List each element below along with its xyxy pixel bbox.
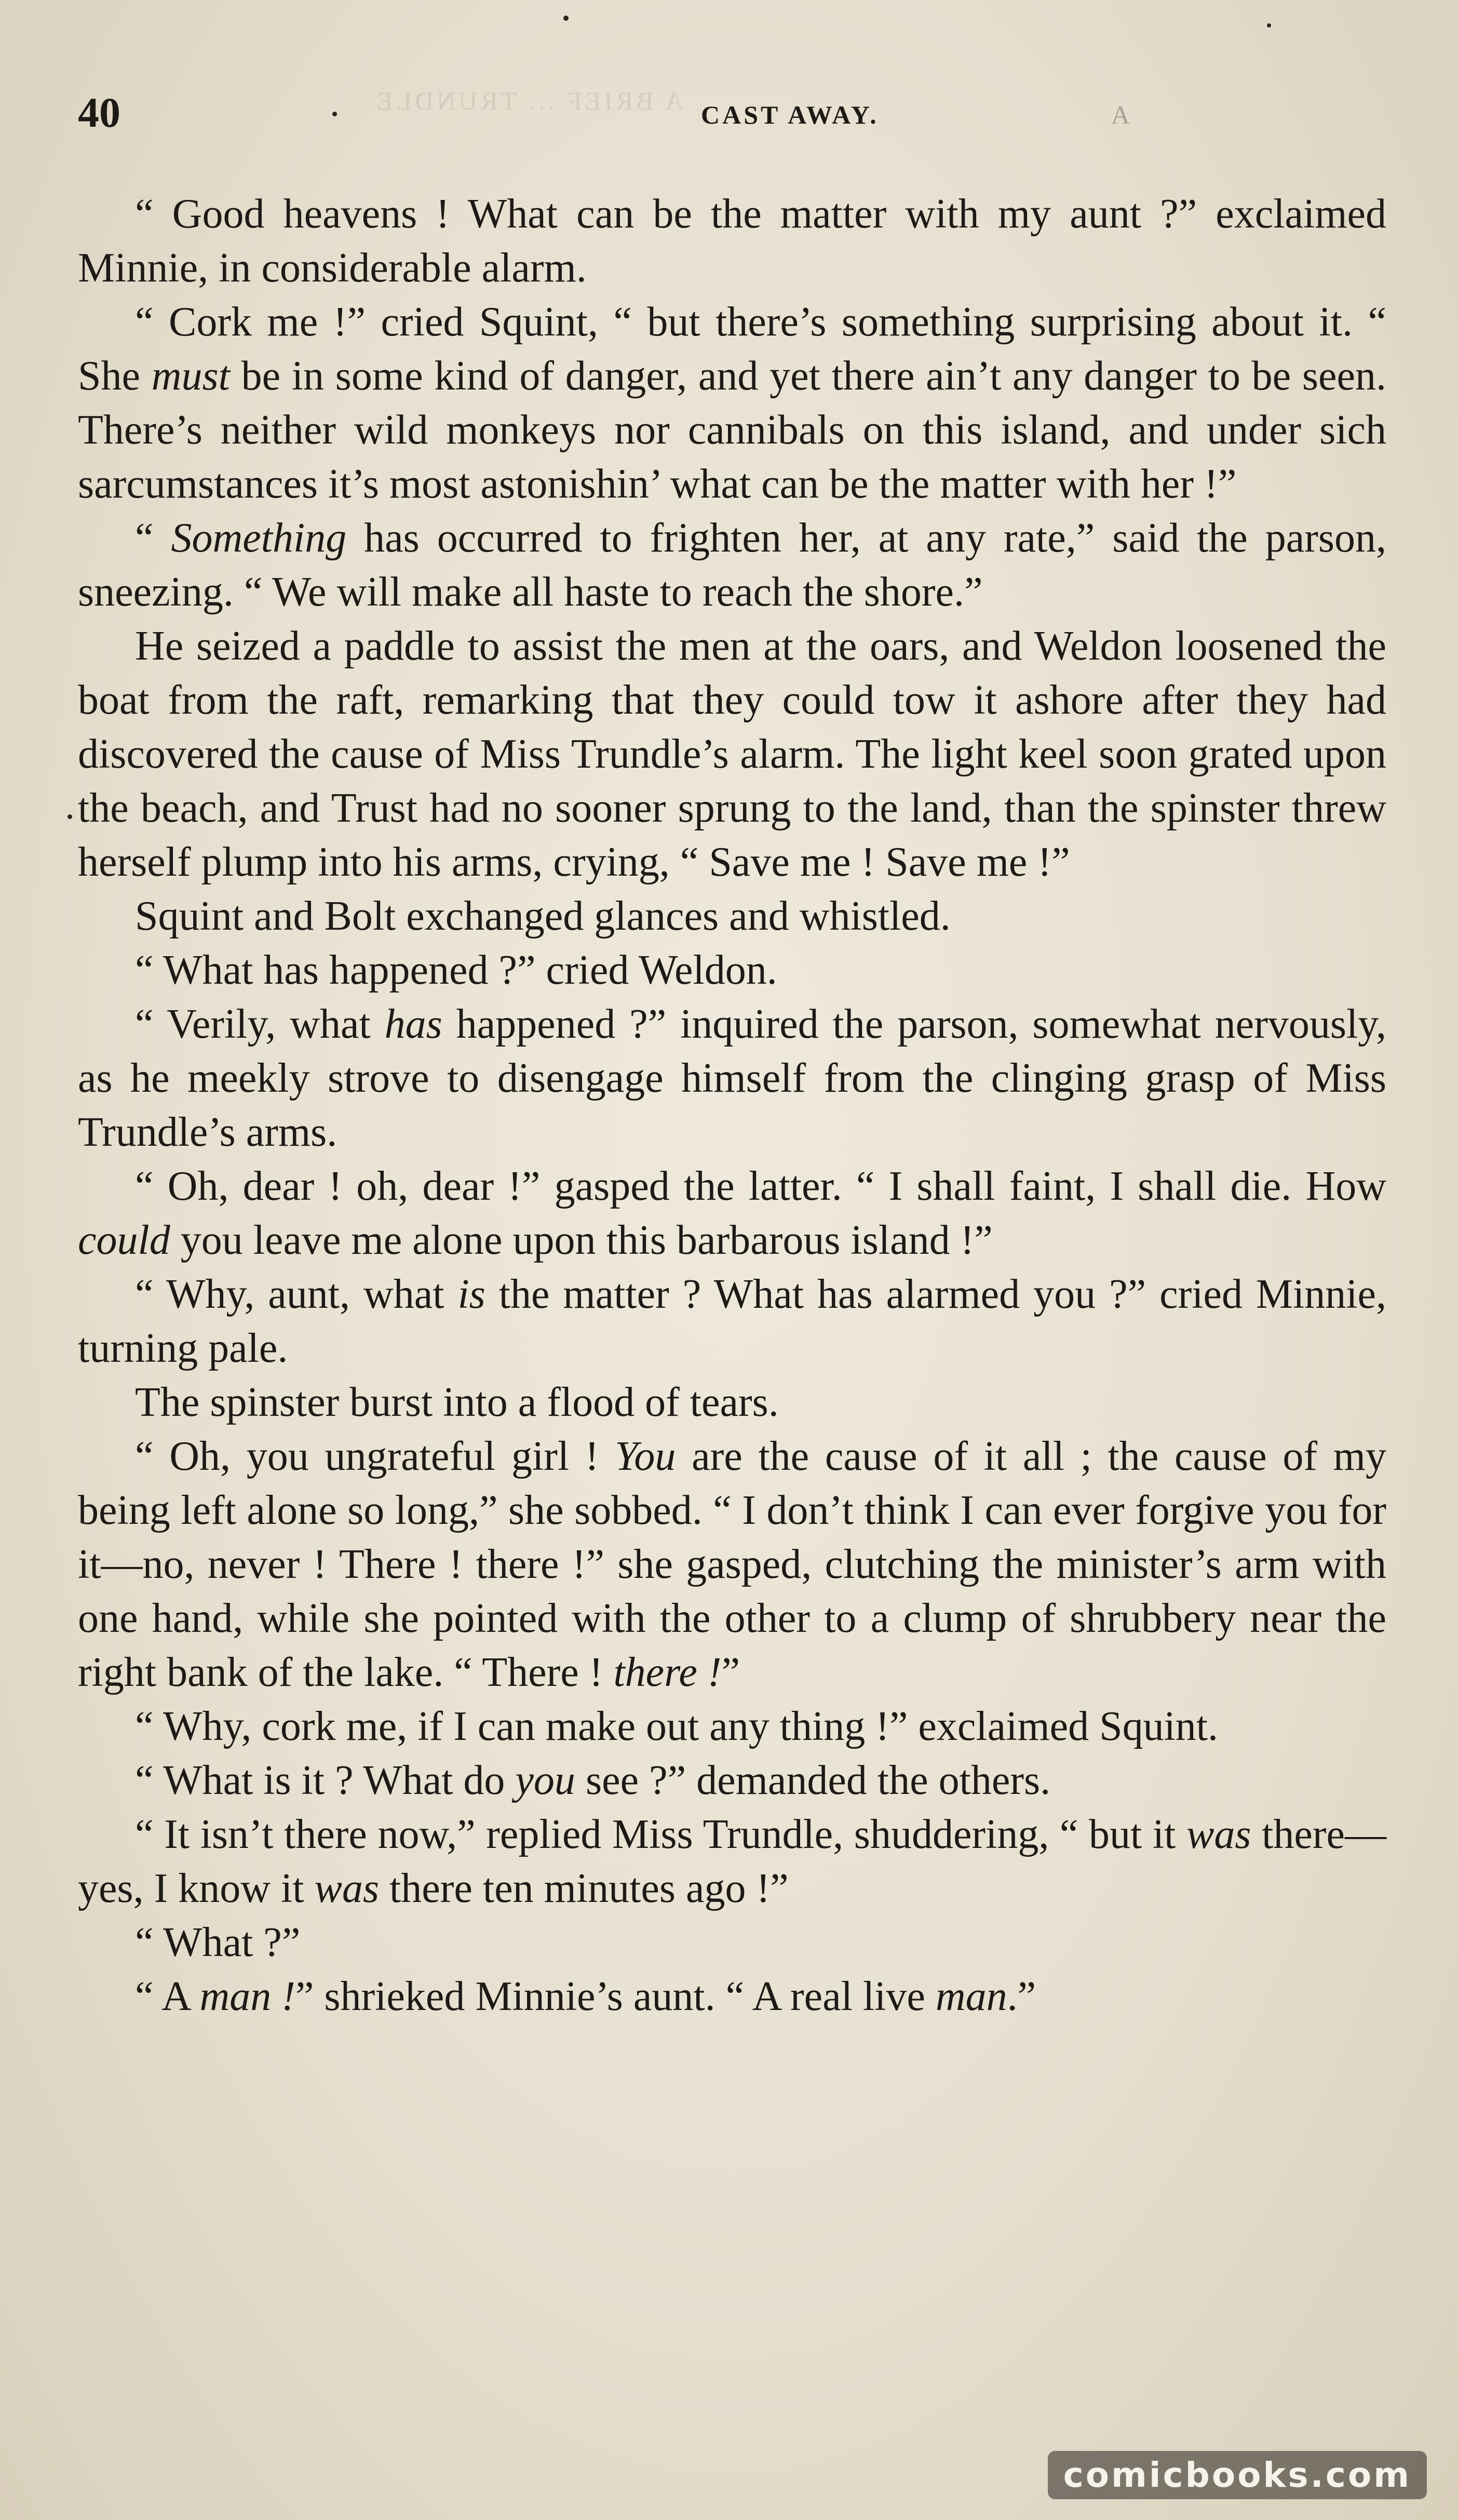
paragraph: He seized a paddle to assist the men at the oars, and Weldon loosened the boat from the raft, remarking that they could tow it ashore after they had discovered the cause of Miss Trundle’s alarm. The light keel soon grated upon the beach, and Trust had no sooner sprung to the land, than the spinster threw herself plump into his arms, crying, “ Save me ! Save me !” xyxy=(78,623,1386,885)
paragraph: “ Oh, you ungrateful girl ! You are the cause of it all ; the cause of my being left alone so long,” she sobbed. “ I don’t think I can ever forgive you for it—no, never ! There ! there !” she gasped, clutching the minister’s arm with one hand, while she pointed with the other to a clump of shrubbery near the right bank of the lake. “ There ! there !” xyxy=(78,1433,1386,1695)
ink-speck xyxy=(1267,23,1271,28)
paragraph: “ Why, aunt, what is the matter ? What has alarmed you ?” cried Minnie, turning pale. xyxy=(78,1271,1387,1371)
paragraph: “ Why, cork me, if I can make out any thing !” exclaimed Squint. xyxy=(135,1704,1219,1749)
bleed-through-text: A BRIEF ... TRUNDLE xyxy=(374,86,684,115)
paragraph: “ It isn’t there now,” replied Miss Trundle, shuddering, “ but it was there—yes, I know it was there ten minutes ago !” xyxy=(78,1812,1386,1911)
ink-speck xyxy=(68,814,72,819)
paragraph: The spinster burst into a flood of tears. xyxy=(135,1379,779,1425)
paragraph: “ What is it ? What do you see ?” demanded the others. xyxy=(135,1758,1051,1803)
paragraph: Squint and Bolt exchanged glances and whistled. xyxy=(135,893,951,939)
paragraph: “ Good heavens ! What can be the matter with my aunt ?” exclaimed Minnie, in considerable alarm. xyxy=(78,191,1386,291)
paragraph: “ A man !” shrieked Minnie’s aunt. “ A real live man.” xyxy=(135,1974,1036,2019)
running-title: CAST AWAY. xyxy=(701,100,879,129)
paragraph: “ Oh, dear ! oh, dear !” gasped the latter. “ I shall faint, I shall die. How could you leave me alone upon this barbarous island !” xyxy=(78,1163,1386,1263)
body-text xyxy=(78,187,1386,2023)
paragraph: “ Cork me !” cried Squint, “ but there’s something surprising about it. “ She must be in some kind of danger, and yet there ain’t any danger to be seen. There’s neither wild monkeys nor cannibals on this island, and under sich sarcumstances it’s most astonishin’ what can be the matter with her !” xyxy=(78,299,1387,507)
page-header xyxy=(78,88,1386,140)
watermark: comicbooks.com xyxy=(1048,2451,1427,2499)
paragraph: “ Verily, what has happened ?” inquired the parson, somewhat nervously, as he meekly strove to disengage himself from the clinging grasp of Miss Trundle’s arms. xyxy=(78,1001,1386,1155)
paragraph: “ What has happened ?” cried Weldon. xyxy=(135,947,777,993)
running-mark: A xyxy=(1111,100,1130,129)
page-number: 40 xyxy=(78,89,120,136)
paragraph: “ What ?” xyxy=(135,1920,301,1965)
ink-speck xyxy=(563,16,569,21)
paragraph: “ Something has occurred to frighten her, at any rate,” said the parson, sneezing. “ We will make all haste to reach the shore.” xyxy=(78,515,1387,615)
ink-speck xyxy=(332,112,337,116)
